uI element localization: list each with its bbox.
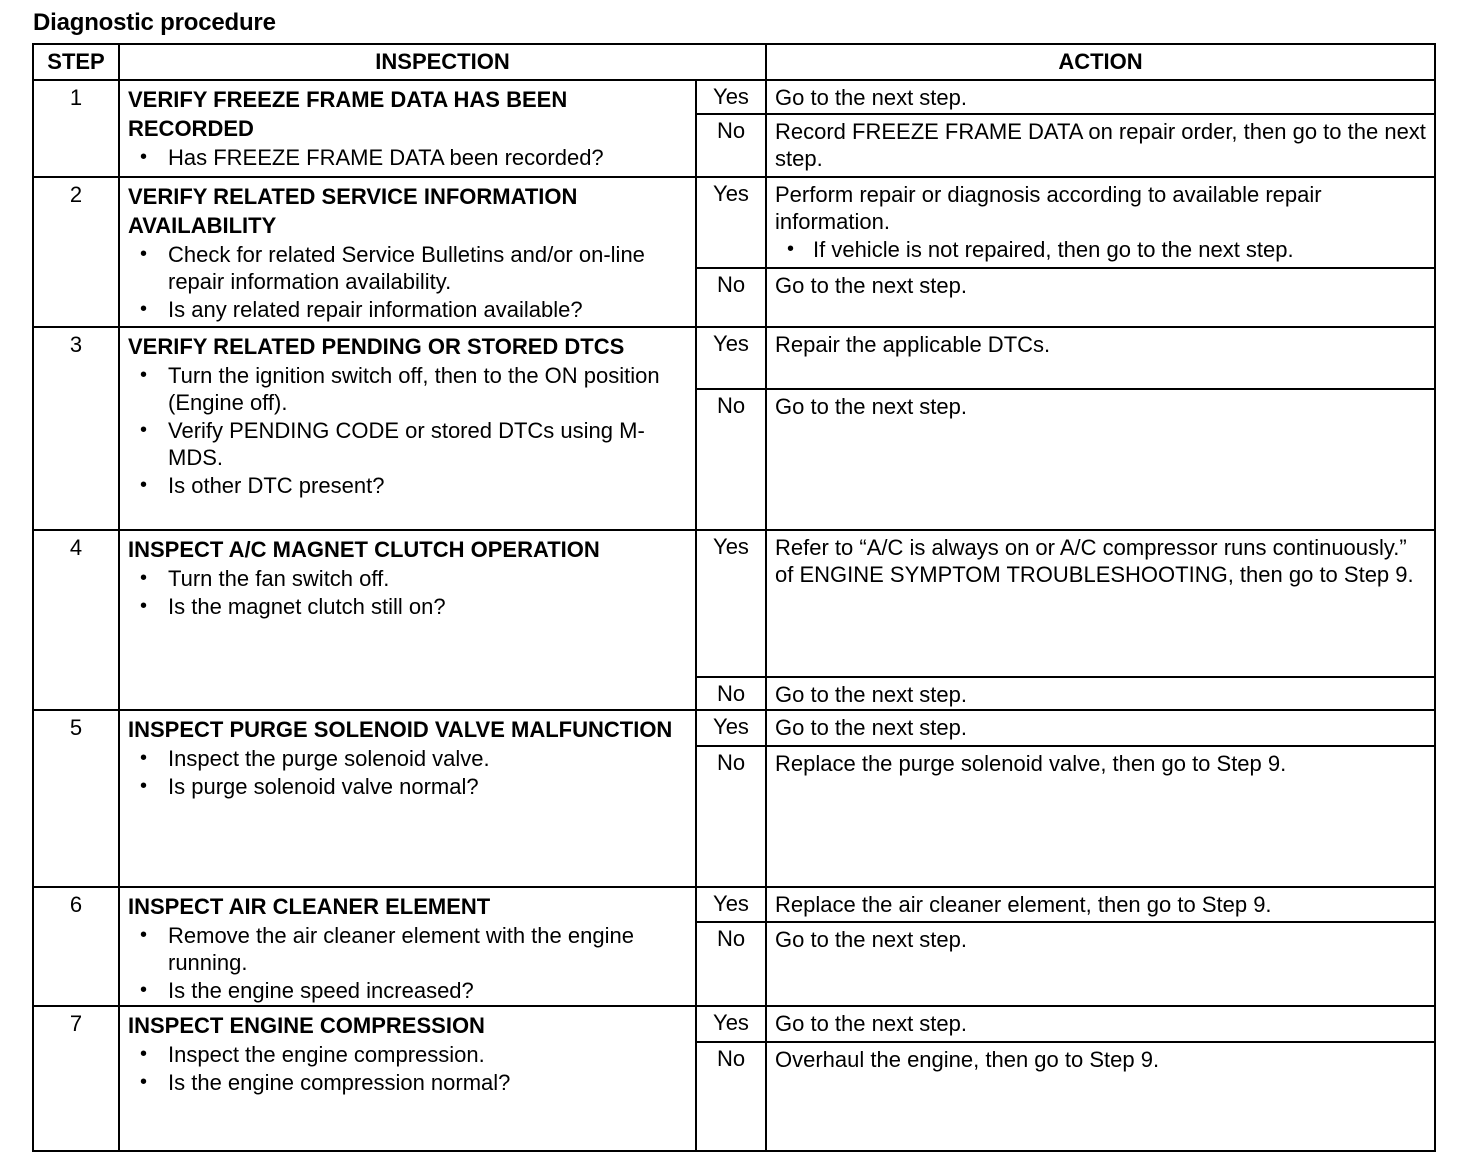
inspection-bullet-item bbox=[128, 296, 687, 323]
no-action bbox=[766, 922, 1435, 1006]
inspection-bullet-item bbox=[128, 977, 687, 1004]
no-label: No bbox=[696, 922, 766, 1006]
inspection-bullet-list bbox=[128, 1041, 687, 1096]
bullet-dot-icon: • bbox=[140, 774, 148, 797]
inspection-bullet-item bbox=[128, 593, 687, 620]
inspection-bullet-item bbox=[128, 362, 687, 416]
page-title: Diagnostic procedure bbox=[33, 9, 276, 36]
yes-action-text: Repair the applicable DTCs. bbox=[775, 331, 1051, 357]
bullet-dot-icon: • bbox=[140, 978, 148, 1001]
table-row bbox=[33, 530, 1435, 677]
step-number: 3 bbox=[33, 327, 119, 531]
inspection-bullet-text: Verify PENDING CODE or stored DTCs using M-MDS. bbox=[168, 417, 645, 470]
yes-label: Yes bbox=[696, 530, 766, 677]
inspection-bullet-text: Is the magnet clutch still on? bbox=[168, 594, 446, 620]
bullet-dot-icon: • bbox=[140, 1042, 148, 1065]
inspection-bullet-text: Inspect the purge solenoid valve. bbox=[168, 745, 490, 771]
table-row bbox=[33, 1006, 1435, 1042]
inspection-bullet-text: Has FREEZE FRAME DATA been recorded? bbox=[168, 145, 604, 170]
bullet-dot-icon: • bbox=[140, 297, 148, 320]
inspection-bullet-item bbox=[128, 745, 687, 772]
inspection-cell bbox=[119, 530, 696, 709]
no-action-text: Go to the next step. bbox=[775, 682, 968, 708]
yes-action bbox=[766, 177, 1435, 269]
yes-action bbox=[766, 1006, 1435, 1042]
diagnostic-table bbox=[32, 43, 1436, 1152]
no-action bbox=[766, 268, 1435, 326]
no-label: No bbox=[696, 268, 766, 326]
yes-action-text: Perform repair or diagnosis according to available repair information. bbox=[775, 181, 1322, 234]
inspection-bullet-text: Is other DTC present? bbox=[168, 472, 385, 498]
inspection-bullet-item bbox=[128, 773, 687, 800]
inspection-bullet-text: Turn the ignition switch off, then to the ON position (Engine off). bbox=[168, 362, 660, 415]
yes-action-text: Go to the next step. bbox=[775, 1010, 968, 1036]
header-action: ACTION bbox=[766, 44, 1435, 80]
inspection-cell bbox=[119, 887, 696, 1006]
inspection-bullet-text: Remove the air cleaner element with the engine running. bbox=[168, 922, 634, 975]
yes-label: Yes bbox=[696, 1006, 766, 1042]
yes-action bbox=[766, 530, 1435, 677]
inspection-bullet-text: Is the engine compression normal? bbox=[168, 1069, 511, 1095]
yes-label: Yes bbox=[696, 177, 766, 269]
yes-action bbox=[766, 327, 1435, 389]
yes-action-text: Refer to “A/C is always on or A/C compressor runs continuously.” of ENGINE SYMPTOM TROUBLESHOOTING, then go to Step 9. bbox=[775, 535, 1414, 588]
bullet-dot-icon: • bbox=[140, 363, 148, 386]
table-row bbox=[33, 80, 1435, 114]
inspection-bullet-list bbox=[128, 745, 687, 800]
no-action-text: Go to the next step. bbox=[775, 927, 968, 953]
inspection-bullet-item bbox=[128, 1069, 687, 1096]
step-number: 5 bbox=[33, 710, 119, 887]
inspection-bullet-item bbox=[128, 922, 687, 976]
bullet-dot-icon: • bbox=[140, 1070, 148, 1093]
yes-label: Yes bbox=[696, 710, 766, 746]
bullet-dot-icon: • bbox=[140, 595, 148, 618]
no-action bbox=[766, 746, 1435, 887]
step-number: 6 bbox=[33, 887, 119, 1006]
bullet-dot-icon: • bbox=[140, 473, 148, 496]
action-bullet-list bbox=[775, 236, 1426, 263]
inspection-bullet-text: Inspect the engine compression. bbox=[168, 1041, 485, 1067]
yes-label: Yes bbox=[696, 327, 766, 389]
inspection-bullet-item bbox=[128, 241, 687, 295]
bullet-dot-icon: • bbox=[140, 567, 148, 590]
table-row bbox=[33, 887, 1435, 922]
no-label: No bbox=[696, 746, 766, 887]
table-body bbox=[33, 80, 1435, 1151]
inspection-cell bbox=[119, 80, 696, 177]
table-row bbox=[33, 327, 1435, 389]
inspection-bullet-item bbox=[128, 565, 687, 592]
table-row bbox=[33, 177, 1435, 269]
no-action bbox=[766, 677, 1435, 709]
inspection-title: INSPECT AIR CLEANER ELEMENT bbox=[128, 893, 491, 919]
bullet-dot-icon: • bbox=[140, 418, 148, 441]
yes-action-text: Go to the next step. bbox=[775, 85, 968, 110]
no-label: No bbox=[696, 677, 766, 709]
inspection-bullet-item bbox=[128, 144, 687, 171]
inspection-bullet-text: Is the engine speed increased? bbox=[168, 977, 474, 1003]
header-step: STEP bbox=[33, 44, 119, 80]
yes-action-text: Replace the air cleaner element, then go to Step 9. bbox=[775, 891, 1272, 917]
no-label: No bbox=[696, 114, 766, 176]
no-action bbox=[766, 1042, 1435, 1151]
yes-label: Yes bbox=[696, 887, 766, 922]
inspection-title: INSPECT A/C MAGNET CLUTCH OPERATION bbox=[128, 537, 600, 563]
bullet-dot-icon: • bbox=[140, 146, 148, 168]
bullet-dot-icon: • bbox=[140, 746, 148, 769]
no-action-text: Record FREEZE FRAME DATA on repair order, then go to the next step. bbox=[775, 119, 1426, 172]
step-number: 7 bbox=[33, 1006, 119, 1151]
inspection-bullet-list bbox=[128, 144, 687, 171]
no-label: No bbox=[696, 1042, 766, 1151]
yes-action-text: Go to the next step. bbox=[775, 714, 968, 740]
inspection-title: INSPECT PURGE SOLENOID VALVE MALFUNCTION bbox=[128, 716, 673, 742]
inspection-cell bbox=[119, 710, 696, 887]
inspection-bullet-list bbox=[128, 362, 687, 499]
bullet-dot-icon: • bbox=[787, 237, 795, 260]
inspection-bullet-list bbox=[128, 241, 687, 323]
action-bullet-text: If vehicle is not repaired, then go to the next step. bbox=[813, 236, 1294, 262]
inspection-title: VERIFY FREEZE FRAME DATA HAS BEEN RECORDED bbox=[128, 87, 568, 141]
inspection-cell bbox=[119, 177, 696, 327]
inspection-bullet-list bbox=[128, 565, 687, 620]
no-action-text: Overhaul the engine, then go to Step 9. bbox=[775, 1047, 1160, 1073]
bullet-dot-icon: • bbox=[140, 242, 148, 265]
inspection-bullet-item bbox=[128, 417, 687, 471]
step-number: 4 bbox=[33, 530, 119, 709]
yes-label: Yes bbox=[696, 80, 766, 114]
inspection-title: VERIFY RELATED SERVICE INFORMATION AVAILABILITY bbox=[128, 183, 578, 238]
bullet-dot-icon: • bbox=[140, 923, 148, 946]
inspection-bullet-text: Is any related repair information available? bbox=[168, 296, 583, 322]
inspection-title: INSPECT ENGINE COMPRESSION bbox=[128, 1012, 485, 1038]
yes-action bbox=[766, 80, 1435, 114]
step-number: 2 bbox=[33, 177, 119, 327]
inspection-cell bbox=[119, 327, 696, 531]
header-row bbox=[33, 44, 1435, 80]
yes-action bbox=[766, 710, 1435, 746]
no-action bbox=[766, 389, 1435, 530]
inspection-cell bbox=[119, 1006, 696, 1151]
table-row bbox=[33, 710, 1435, 746]
action-bullet-item bbox=[775, 236, 1426, 263]
no-label: No bbox=[696, 389, 766, 530]
inspection-bullet-text: Is purge solenoid valve normal? bbox=[168, 773, 479, 799]
no-action-text: Go to the next step. bbox=[775, 273, 968, 299]
no-action bbox=[766, 114, 1435, 176]
inspection-title: VERIFY RELATED PENDING OR STORED DTCS bbox=[128, 333, 625, 359]
inspection-bullet-item bbox=[128, 472, 687, 499]
inspection-bullet-list bbox=[128, 922, 687, 1004]
header-inspection: INSPECTION bbox=[119, 44, 766, 80]
inspection-bullet-text: Turn the fan switch off. bbox=[168, 566, 390, 592]
no-action-text: Go to the next step. bbox=[775, 394, 968, 420]
inspection-bullet-item bbox=[128, 1041, 687, 1068]
yes-action bbox=[766, 887, 1435, 922]
inspection-bullet-text: Check for related Service Bulletins and/or on-line repair information availability. bbox=[168, 241, 645, 294]
no-action-text: Replace the purge solenoid valve, then go to Step 9. bbox=[775, 750, 1287, 776]
step-number: 1 bbox=[33, 80, 119, 177]
